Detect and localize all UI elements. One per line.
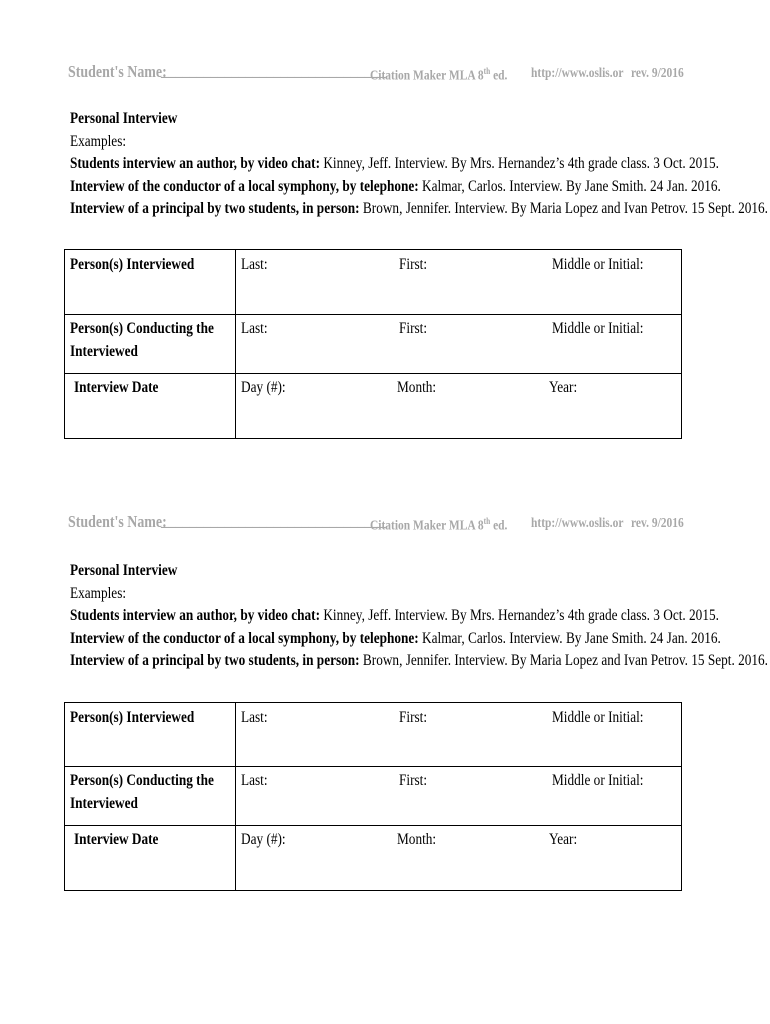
oslis-url: http://www.oslis.or bbox=[531, 66, 624, 81]
students-name-blank: ________________________________ bbox=[161, 64, 385, 80]
citation-maker-label: Citation Maker MLA 8th ed. bbox=[370, 516, 508, 534]
day-field[interactable]: Day (#): bbox=[241, 831, 286, 848]
year-field[interactable]: Year: bbox=[549, 379, 578, 396]
middle-initial-field[interactable]: Middle or Initial: bbox=[552, 320, 644, 337]
section-title: Personal Interview bbox=[70, 110, 178, 127]
interview-form-table bbox=[64, 249, 682, 439]
oslis-url: http://www.oslis.or bbox=[531, 516, 624, 531]
conducting-label-line2: Interviewed bbox=[70, 343, 138, 360]
last-name-field[interactable]: Last: bbox=[241, 772, 268, 789]
worksheet-header bbox=[68, 512, 688, 532]
first-name-field[interactable]: First: bbox=[399, 772, 428, 789]
date-row bbox=[65, 374, 681, 438]
middle-initial-field[interactable]: Middle or Initial: bbox=[552, 772, 644, 789]
section-title: Personal Interview bbox=[70, 562, 178, 579]
interview-date-label: Interview Date bbox=[74, 831, 159, 848]
conducting-label-cell bbox=[65, 315, 236, 373]
example-line: Interview of the conductor of a local symphony, by telephone: Kalmar, Carlos. Interview. By Jane Smith. 24 Jan. 2016. bbox=[70, 629, 721, 647]
interviewed-label-cell bbox=[65, 250, 236, 314]
first-name-field[interactable]: First: bbox=[399, 256, 428, 273]
middle-initial-field[interactable]: Middle or Initial: bbox=[552, 256, 644, 273]
conducting-row bbox=[65, 315, 681, 374]
interview-date-label: Interview Date bbox=[74, 379, 159, 396]
first-name-field[interactable]: First: bbox=[399, 709, 428, 726]
examples-label: Examples: bbox=[70, 584, 127, 602]
day-field[interactable]: Day (#): bbox=[241, 379, 286, 396]
conducting-label-line1: Person(s) Conducting the bbox=[70, 320, 214, 337]
year-field[interactable]: Year: bbox=[549, 831, 578, 848]
month-field[interactable]: Month: bbox=[397, 379, 437, 396]
example-line: Students interview an author, by video chat: Kinney, Jeff. Interview. By Mrs. Hernandez’s 4th grade class. 3 Oct. 2015. bbox=[70, 607, 719, 624]
last-name-field[interactable]: Last: bbox=[241, 320, 268, 337]
interviewed-label: Person(s) Interviewed bbox=[70, 709, 195, 726]
date-label-cell bbox=[65, 374, 236, 438]
revision-label: rev. 9/2016 bbox=[631, 516, 684, 531]
examples-label: Examples: bbox=[70, 132, 127, 150]
interviewed-row bbox=[65, 703, 681, 767]
interviewed-label-cell bbox=[65, 703, 236, 766]
interviewed-label: Person(s) Interviewed bbox=[70, 256, 195, 273]
first-name-field[interactable]: First: bbox=[399, 320, 428, 337]
date-row bbox=[65, 826, 681, 890]
example-line: Interview of a principal by two students, in person: Brown, Jennifer. Interview. By Maria Lopez and Ivan Petrov. 15 Sept. 2016. bbox=[70, 652, 768, 669]
worksheet-header bbox=[68, 62, 688, 82]
citation-maker-label: Citation Maker MLA 8th ed. bbox=[370, 66, 508, 84]
conducting-label-cell bbox=[65, 767, 236, 825]
middle-initial-field[interactable]: Middle or Initial: bbox=[552, 709, 644, 726]
example-line: Interview of the conductor of a local symphony, by telephone: Kalmar, Carlos. Interview. By Jane Smith. 24 Jan. 2016. bbox=[70, 177, 721, 195]
last-name-field[interactable]: Last: bbox=[241, 709, 268, 726]
interview-form-table bbox=[64, 702, 682, 891]
month-field[interactable]: Month: bbox=[397, 831, 437, 848]
date-label-cell bbox=[65, 826, 236, 890]
conducting-label-line1: Person(s) Conducting the bbox=[70, 772, 214, 789]
interviewed-row bbox=[65, 250, 681, 315]
students-name-blank: ________________________________ bbox=[161, 514, 385, 530]
example-line: Students interview an author, by video chat: Kinney, Jeff. Interview. By Mrs. Hernandez’s 4th grade class. 3 Oct. 2015. bbox=[70, 155, 719, 172]
revision-label: rev. 9/2016 bbox=[631, 66, 684, 81]
students-name-label: Student's Name: bbox=[68, 512, 167, 531]
examples-block bbox=[70, 560, 770, 673]
example-line: Interview of a principal by two students, in person: Brown, Jennifer. Interview. By Maria Lopez and Ivan Petrov. 15 Sept. 2016. bbox=[70, 200, 768, 217]
students-name-label: Student's Name: bbox=[68, 62, 167, 81]
conducting-label-line2: Interviewed bbox=[70, 795, 138, 812]
conducting-row bbox=[65, 767, 681, 826]
examples-block bbox=[70, 108, 770, 221]
last-name-field[interactable]: Last: bbox=[241, 256, 268, 273]
